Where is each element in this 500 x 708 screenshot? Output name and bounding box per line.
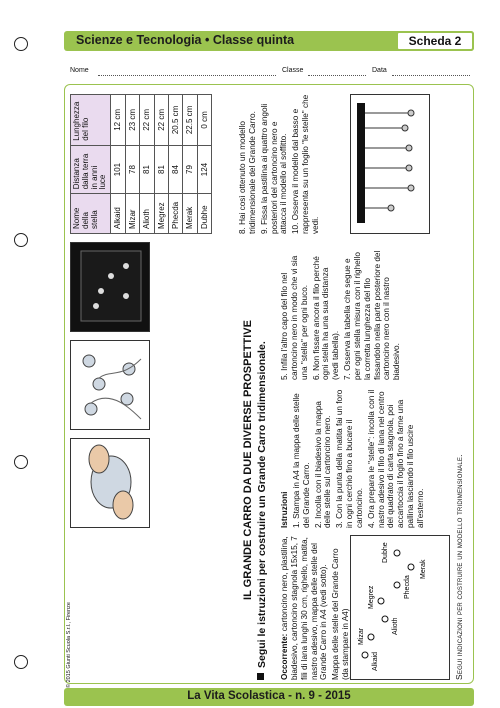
table-cell: 124 [197, 145, 211, 194]
table-cell: Mizar [125, 194, 139, 234]
table-cell: 20.5 cm [168, 95, 182, 146]
table-cell: Dubhe [197, 194, 211, 234]
foil-balls-illustration [71, 339, 151, 429]
classe-field[interactable] [308, 75, 366, 76]
instructions-label [280, 386, 290, 528]
nome-field[interactable] [98, 75, 276, 76]
table-row [125, 95, 139, 234]
black-card [81, 251, 141, 321]
star-point [394, 550, 400, 556]
binder-hole [14, 655, 28, 669]
table-cell: 84 [168, 145, 182, 194]
materials-label: Occorrente: [280, 633, 289, 680]
instruction-step: 5. Infila l'altro capo del filo nel cartoncino nero in modo che vi sia una "stella" per ogni buco. [280, 255, 309, 380]
page-title: Scienze e Tecnologia • Classe quinta [76, 33, 295, 47]
instruction-step: 3. Con la punta della matita fai un foro in ogni cerchio fino a bucare il cartoncino. [335, 389, 364, 528]
stars-table [70, 94, 212, 234]
binder-hole [14, 37, 28, 51]
table-header: Distanza dalla terra in anni luce [71, 145, 111, 194]
binder-hole [14, 233, 28, 247]
worksheet-subtitle [256, 240, 268, 680]
materials-text: cartoncino nero, plastilina, biadesivo, cartoncino stagnola 15x15, 7 fili di lana lunghi 30 cm, righello, matita, nastro adesivo, mappa delle stelle del Grande Carro in A4 (vedi sotto). [280, 536, 329, 680]
table-cell: Alioth [140, 194, 154, 234]
model-card [357, 103, 365, 223]
star-point [382, 616, 388, 622]
table-cell: 12 cm [111, 95, 125, 146]
materials-paragraph [280, 535, 329, 680]
instructions-heading: Istruzioni [280, 491, 289, 528]
instruction-step: 6. Non fissare ancora il filo perché ogni stella ha una sua distanza (vedi tabella). [311, 256, 341, 380]
star-label: Megrez [368, 585, 375, 609]
table-header: Lunghezza del filo [71, 95, 111, 146]
table-row [168, 95, 182, 234]
hand-shape [113, 491, 133, 519]
instruction-step: 1. Stampa in A4 la mappa delle stelle del Grande Carro. [291, 393, 311, 528]
star-label: Phecda [404, 575, 411, 599]
star-map [350, 535, 450, 680]
name-row [70, 67, 470, 79]
instruction-step: 2. Incolla con il biadesivo la mappa delle stelle sul cartoncino nero. [313, 401, 333, 528]
star-point [378, 598, 384, 604]
scheda-badge: Scheda 2 [396, 31, 474, 51]
table-row [183, 95, 197, 234]
star-label: Merak [420, 559, 427, 579]
hanging-star [408, 185, 414, 191]
star-point [368, 634, 374, 640]
hand-shape [89, 445, 109, 473]
star-label: Alkaid [372, 651, 379, 671]
hole-dot [93, 303, 99, 309]
table-cell: 0 cm [197, 95, 211, 146]
yarn-line [91, 398, 141, 419]
hanging-star [406, 145, 412, 151]
table-cell: 101 [111, 145, 125, 194]
table-cell: 22 cm [140, 95, 154, 146]
foil-balls-image [70, 340, 150, 430]
subtitle-text: Segui le istruzioni per costruire un Grande Carro tridimensionale. [256, 341, 268, 668]
map-caption: Mappa delle stelle del Grande Carro (da stampare in A4) [331, 548, 351, 680]
instruction-step: 9. Fissa la pastilina ai quattro angoli posteriori del cartoncino nero e attacca il modello al soffitto. [259, 103, 289, 234]
table-cell: 22.5 cm [183, 95, 197, 146]
footer-text: La Vita Scolastica - n. 9 - 2015 [187, 690, 351, 702]
table-header-row [71, 95, 111, 234]
black-card-illustration [71, 241, 151, 331]
table-cell: Alkaid [111, 194, 125, 234]
star-label: Alioth [392, 617, 399, 635]
table-cell: 22 cm [154, 95, 168, 146]
table-row [111, 95, 125, 234]
table-cell: 81 [154, 145, 168, 194]
foil-ball [93, 378, 105, 390]
hanging-star [388, 205, 394, 211]
classe-label: Classe [282, 67, 304, 74]
hanging-model-illustration [351, 93, 431, 233]
black-card-image [70, 242, 150, 332]
foil-ball [83, 355, 95, 367]
table-cell: 23 cm [125, 95, 139, 146]
star-label: Dubhe [382, 542, 389, 563]
hanging-star [406, 165, 412, 171]
materials-column [280, 535, 353, 680]
nome-label: Nome [70, 67, 89, 74]
hole-dot [123, 293, 129, 299]
instruction-step: 7. Osserva la tabella che segue e per ogni stella misura con il righello la corretta lunghezza del filo fissandolo nella parte posteriore del cartoncino nero con il nastro biadesivo. [343, 250, 402, 380]
instruction-step: 10. Osserva il modello dal basso e rappresenta su un foglio "le stelle" che vedi. [291, 94, 320, 234]
hanging-star [408, 110, 414, 116]
table-row [154, 95, 168, 234]
copyright: © 2015 Giunti Scuola S.r.l., Firenze [66, 602, 72, 688]
star-point [394, 582, 400, 588]
table-header: Nome della stella [71, 194, 111, 234]
table-cell: 81 [140, 145, 154, 194]
instructions-column [280, 386, 428, 528]
star-point [408, 564, 414, 570]
bullet-icon [257, 673, 264, 680]
hands-foil-image [70, 438, 150, 528]
hole-dot [123, 263, 129, 269]
hanging-model-image [350, 94, 430, 234]
hole-dot [108, 273, 114, 279]
final-steps-column [238, 94, 323, 234]
star-map-graphic [351, 534, 451, 679]
hole-dot [98, 288, 104, 294]
hands-illustration [71, 437, 151, 527]
footer-bar [64, 688, 474, 706]
table-cell: 79 [183, 145, 197, 194]
bottom-instruction: Segui indicazioni per costruire un modello tridimensionale. [454, 454, 464, 680]
instruction-step: 4. Ora prepara le "stelle": incolla con il nastro adesivo il filo di lana nel centro del quadrato di carta stagnola, poi accartoccia il foglio fino a farne una pallina lasciando il filo uscire all'esterno. [366, 389, 425, 528]
steps-column [280, 248, 404, 380]
star-label: Mizar [358, 627, 365, 645]
header-bar [64, 31, 474, 51]
instruction-step: 8. Hai così ottenuto un modello tridimensionale del Grande Carro. [238, 111, 257, 234]
table-cell: Megrez [154, 194, 168, 234]
worksheet-content [70, 90, 470, 680]
data-field[interactable] [392, 75, 470, 76]
table-row [140, 95, 154, 234]
foil-ball [85, 403, 97, 415]
table-cell: 78 [125, 145, 139, 194]
binder-hole [14, 455, 28, 469]
star-point [362, 652, 368, 658]
worksheet-title: IL GRANDE CARRO DA DUE DIVERSE PROSPETTIVE [242, 320, 254, 600]
table-row [197, 95, 211, 234]
hanging-star [402, 125, 408, 131]
table-cell: Phecda [168, 194, 182, 234]
data-label: Data [372, 67, 387, 74]
table-cell: Merak [183, 194, 197, 234]
